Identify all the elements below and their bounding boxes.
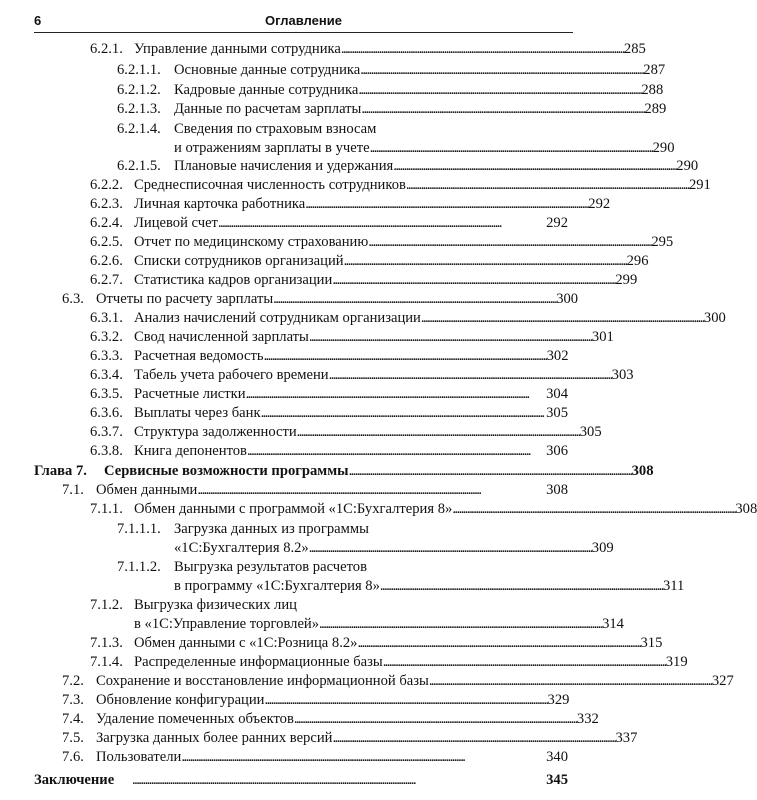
entry-number: 6.2.3.	[90, 196, 123, 212]
entry-number: 6.3.6.	[90, 405, 123, 421]
toc-entry-line[interactable]	[134, 615, 624, 634]
toc-entry-line[interactable]	[96, 672, 734, 691]
toc-entry-line[interactable]	[96, 729, 638, 748]
running-title: Оглавление	[265, 13, 342, 28]
toc-entry-line[interactable]	[134, 442, 568, 461]
entry-number: 7.4.	[62, 711, 84, 727]
entry-title[interactable]: Обмен данными с «1С:Розница 8.2»	[134, 635, 358, 651]
toc-entry-line[interactable]	[134, 634, 663, 653]
entry-title[interactable]: Личная карточка работника	[134, 196, 306, 212]
dot-leader	[297, 423, 579, 442]
toc-entry-line[interactable]	[96, 748, 568, 767]
entry-page-number[interactable]: 295	[651, 234, 674, 250]
entry-number: 6.3.8.	[90, 443, 123, 459]
entry-page-number[interactable]: 292	[546, 215, 568, 231]
entry-page-number[interactable]: 329	[547, 692, 570, 708]
entry-page-number[interactable]: 309	[591, 540, 614, 556]
entry-page-number[interactable]: 292	[588, 196, 611, 212]
toc-entry-line[interactable]	[174, 139, 675, 158]
entry-page-number[interactable]: 345	[546, 772, 568, 788]
entry-number: 7.1.1.	[90, 501, 123, 517]
dot-leader	[309, 539, 591, 558]
entry-page-number[interactable]: 315	[640, 635, 663, 651]
entry-page-number[interactable]: 340	[546, 749, 568, 765]
dot-leader	[421, 309, 703, 328]
entry-title-line1[interactable]: Выгрузка физических лиц	[134, 597, 297, 613]
entry-number: 7.1.	[62, 482, 84, 498]
dot-leader	[305, 195, 587, 214]
entry-title[interactable]: Выплаты через банк	[134, 405, 261, 421]
dot-leader	[264, 347, 546, 366]
entry-page-number[interactable]: 300	[703, 310, 726, 326]
entry-number: 7.1.1.2.	[117, 559, 161, 575]
entry-title[interactable]: Обмен данными	[96, 482, 198, 498]
entry-page-number[interactable]: 308	[735, 501, 757, 517]
dot-leader	[341, 40, 623, 59]
entry-page-number[interactable]: 296	[626, 253, 649, 269]
toc-entry-line[interactable]	[134, 252, 649, 271]
toc-entry-line[interactable]	[134, 366, 634, 385]
dot-leader	[247, 442, 545, 461]
entry-number: 6.2.1.3.	[117, 101, 161, 117]
entry-title[interactable]: Управление данными сотрудника	[134, 41, 341, 57]
toc-entry-line[interactable]	[132, 771, 568, 790]
entry-title[interactable]: в программу «1С:Бухгалтерия 8»	[174, 578, 380, 594]
entry-page-number[interactable]: 300	[556, 291, 579, 307]
dot-leader	[294, 710, 576, 729]
entry-title[interactable]: Кадровые данные сотрудника	[174, 82, 359, 98]
toc-entry-line[interactable]	[174, 157, 699, 176]
toc-entry-line[interactable]	[134, 328, 614, 347]
entry-title[interactable]: Плановые начисления и удержания	[174, 158, 394, 174]
entry-title[interactable]: Расчетные листки	[134, 386, 246, 402]
entry-number: 6.3.	[62, 291, 84, 307]
entry-title[interactable]: Списки сотрудников организаций	[134, 253, 344, 269]
entry-number: 6.2.2.	[90, 177, 123, 193]
entry-page-number[interactable]: 289	[644, 101, 667, 117]
dot-leader	[197, 481, 545, 500]
entry-page-number[interactable]: 337	[615, 730, 638, 746]
toc-entry-line[interactable]	[96, 290, 579, 309]
toc-entry-line[interactable]	[174, 577, 685, 596]
entry-page-number[interactable]: 290	[652, 140, 675, 156]
entry-title[interactable]: Сохранение и восстановление информационной базы	[96, 673, 429, 689]
entry-number: 6.2.6.	[90, 253, 123, 269]
entry-number: 7.2.	[62, 673, 84, 689]
entry-number: Заключение	[34, 772, 115, 788]
toc-entry-line[interactable]	[134, 40, 646, 59]
entry-title[interactable]: Отчеты по расчету зарплаты	[96, 291, 274, 307]
entry-number: 6.3.7.	[90, 424, 123, 440]
dot-leader	[406, 176, 688, 195]
toc-entry-line[interactable]	[96, 481, 568, 500]
entry-page-number[interactable]: 308	[546, 482, 568, 498]
toc-entry-line[interactable]	[134, 404, 568, 423]
dot-leader	[264, 691, 546, 710]
entry-page-number[interactable]: 327	[711, 673, 734, 689]
toc-entry-line[interactable]	[134, 500, 757, 519]
dot-leader	[309, 328, 591, 347]
entry-title[interactable]: Сервисные возможности программы	[104, 463, 349, 479]
dot-leader	[370, 139, 652, 158]
toc-entry-line[interactable]	[134, 271, 638, 290]
entry-number: 7.6.	[62, 749, 84, 765]
dot-leader	[380, 577, 662, 596]
toc-entry-line[interactable]	[174, 100, 667, 119]
entry-number: 6.2.4.	[90, 215, 123, 231]
entry-number: 6.2.1.5.	[117, 158, 161, 174]
entry-number: 7.3.	[62, 692, 84, 708]
entry-title[interactable]: Отчет по медицинскому страхованию	[134, 234, 369, 250]
dot-leader	[261, 404, 546, 423]
entry-number: 6.3.3.	[90, 348, 123, 364]
entry-title[interactable]: Обмен данными с программой «1С:Бухгалтерия 8»	[134, 501, 453, 517]
dot-leader	[218, 214, 545, 233]
entry-title[interactable]: «1С:Бухгалтерия 8.2»	[174, 540, 309, 556]
entry-number: 7.1.4.	[90, 654, 123, 670]
entry-page-number[interactable]: 288	[641, 82, 664, 98]
toc-entry-line[interactable]	[134, 309, 726, 328]
entry-title[interactable]: Структура задолженности	[134, 424, 297, 440]
entry-number: 6.2.1.1.	[117, 62, 161, 78]
entry-title[interactable]: Книга депонентов	[134, 443, 247, 459]
entry-title[interactable]: Табель учета рабочего времени	[134, 367, 329, 383]
entry-page-number[interactable]: 287	[643, 62, 666, 78]
toc-entry-line[interactable]	[134, 423, 602, 442]
toc-entry-line[interactable]	[134, 385, 568, 404]
toc-entry-line[interactable]	[134, 653, 688, 672]
entry-title-line1[interactable]: Выгрузка результатов расчетов	[174, 559, 367, 575]
dot-leader	[332, 271, 614, 290]
entry-title[interactable]: Загрузка данных более ранних версий	[96, 730, 333, 746]
entry-number: 6.2.1.	[90, 41, 123, 57]
dot-leader	[246, 385, 546, 404]
entry-title-line1[interactable]: Загрузка данных из программы	[174, 521, 369, 537]
dot-leader	[329, 366, 611, 385]
entry-number: 6.2.1.2.	[117, 82, 161, 98]
entry-title[interactable]: Пользователи	[96, 749, 182, 765]
entry-page-number[interactable]: 301	[591, 329, 614, 345]
dot-leader	[181, 748, 545, 767]
toc-entry-line[interactable]	[134, 233, 674, 252]
toc-entry-line[interactable]	[174, 539, 614, 558]
entry-page-number[interactable]: 290	[676, 158, 699, 174]
toc-entry-line[interactable]	[134, 214, 568, 233]
entry-page-number[interactable]: 285	[623, 41, 646, 57]
entry-number: 7.1.3.	[90, 635, 123, 651]
entry-number: 6.2.5.	[90, 234, 123, 250]
entry-number: 7.5.	[62, 730, 84, 746]
entry-number: 7.1.2.	[90, 597, 123, 613]
entry-page-number[interactable]: 302	[546, 348, 569, 364]
toc-entry-line[interactable]	[104, 462, 654, 481]
entry-title[interactable]: и отражениям зарплаты в учете	[174, 140, 370, 156]
dot-leader	[361, 100, 643, 119]
entry-page-number[interactable]: 319	[665, 654, 688, 670]
toc-entry-line[interactable]	[134, 195, 611, 214]
entry-title[interactable]: Статистика кадров организации	[134, 272, 333, 288]
entry-page-number[interactable]: 303	[611, 367, 634, 383]
dot-leader	[332, 729, 614, 748]
page-number: 6	[34, 13, 42, 28]
dot-leader	[383, 653, 665, 672]
dot-leader	[344, 252, 626, 271]
entry-number: 7.1.1.1.	[117, 521, 161, 537]
dot-leader	[368, 233, 650, 252]
entry-title-line1[interactable]: Сведения по страховым взносам	[174, 121, 377, 137]
entry-number: 6.3.5.	[90, 386, 123, 402]
entry-title[interactable]: Расчетная ведомость	[134, 348, 264, 364]
entry-number: 6.2.7.	[90, 272, 123, 288]
entry-page-number[interactable]: 304	[546, 386, 568, 402]
entry-page-number[interactable]: 291	[688, 177, 711, 193]
toc-entry-line[interactable]	[174, 81, 664, 100]
entry-title[interactable]: Обновление конфигурации	[96, 692, 265, 708]
toc-entry-line[interactable]	[134, 176, 711, 195]
entry-page-number[interactable]: 308	[631, 463, 654, 479]
dot-leader	[429, 672, 711, 691]
dot-leader	[319, 615, 601, 634]
entry-page-number[interactable]: 305	[579, 424, 602, 440]
dot-leader	[132, 771, 545, 790]
entry-title[interactable]: Основные данные сотрудника	[174, 62, 361, 78]
entry-title[interactable]: Свод начисленной зарплаты	[134, 329, 309, 345]
entry-title[interactable]: Анализ начислений сотрудникам организации	[134, 310, 421, 326]
entry-title[interactable]: Лицевой счет	[134, 215, 218, 231]
entry-number: 6.2.1.4.	[117, 121, 161, 137]
entry-title[interactable]: Удаление помеченных объектов	[96, 711, 294, 727]
toc-entry-line[interactable]	[174, 61, 666, 80]
dot-leader	[393, 157, 675, 176]
entry-page-number[interactable]: 299	[615, 272, 638, 288]
entry-number: 6.3.1.	[90, 310, 123, 326]
entry-page-number[interactable]: 311	[662, 578, 685, 594]
entry-title[interactable]: в «1С:Управление торговлей»	[134, 616, 320, 632]
entry-page-number[interactable]: 314	[602, 616, 624, 632]
entry-number: 6.3.2.	[90, 329, 123, 345]
toc-entry-line[interactable]	[96, 710, 599, 729]
dot-leader	[360, 61, 642, 80]
entry-title[interactable]: Среднесписочная численность сотрудников	[134, 177, 406, 193]
toc-entry-line[interactable]	[134, 347, 568, 366]
dot-leader	[452, 500, 734, 519]
dot-leader	[349, 462, 631, 481]
entry-page-number[interactable]: 332	[576, 711, 599, 727]
entry-page-number[interactable]: 306	[546, 443, 568, 459]
toc-entry-line[interactable]	[96, 691, 568, 710]
entry-title[interactable]: Распределенные информационные базы	[134, 654, 383, 670]
entry-title[interactable]: Данные по расчетам зарплаты	[174, 101, 362, 117]
dot-leader	[357, 634, 639, 653]
entry-number: Глава 7.	[34, 463, 87, 479]
entry-page-number[interactable]: 305	[546, 405, 568, 421]
entry-number: 6.3.4.	[90, 367, 123, 383]
dot-leader	[273, 290, 555, 309]
dot-leader	[358, 81, 640, 100]
